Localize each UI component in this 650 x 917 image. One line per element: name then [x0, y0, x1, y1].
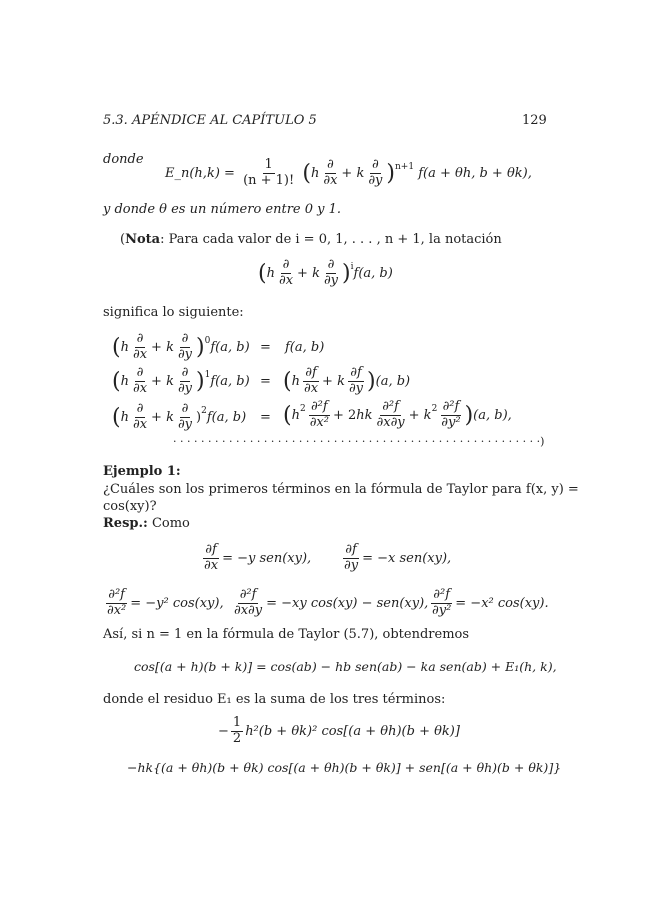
row2-rhs-tail: (a, b),	[473, 407, 512, 423]
ejemplo-title: Ejemplo 1:	[103, 464, 181, 479]
fx-rhs: = −y sen(xy),	[222, 550, 312, 566]
row1-exp: 1	[204, 369, 211, 380]
row0-eq: =	[260, 340, 271, 355]
row2-eq: =	[260, 410, 271, 425]
row1-rhs: (h $\frac{\partial f}{\partial x}$ + k $\frac{\partial f}{\partial y}$ )(a, b)	[283, 365, 411, 396]
fx-derivative: $\frac{\partial f}{\partial x}$ = −y sen(xy),	[204, 542, 312, 573]
cos-expansion: cos[(a + h)(b + k)] = cos(ab) − hb sen(ab) − ka sen(ab) + E₁(h, k),	[134, 659, 557, 674]
fy-rhs: = −x sen(xy),	[362, 550, 452, 566]
resp-bold: Resp.:	[103, 516, 148, 531]
residual-term-1: − $\frac{1}{2}$ h²(b + θk)² cos[(a + θh)(b + θk)]	[218, 715, 460, 746]
system-row-0: (h $\frac{\partial}{\partial x}$ + k $\frac{\partial}{\partial y}$ )$^0$f(a, b)	[112, 331, 250, 362]
fyy-rhs: = −x² cos(xy).	[455, 595, 549, 611]
En-exponent: n+1	[395, 161, 415, 172]
En-lhs: E_n(h,k) =	[165, 165, 235, 181]
fxy-rhs: = −xy cos(xy) − sen(xy),	[266, 595, 429, 611]
paren-close: )	[386, 160, 395, 186]
row2-lhs-tail: f(a, b)	[206, 409, 247, 425]
row0-lhs-tail: f(a, b)	[210, 339, 250, 355]
En-fraction	[241, 158, 296, 189]
nota-text: : Para cada valor de i = 0, 1, . . . , n + 1, la notación	[160, 232, 502, 247]
notation-exponent: i	[350, 261, 354, 272]
residuo-line: donde el residuo E₁ es la suma de los tres términos:	[103, 692, 446, 707]
theta-line: y donde θ es un número entre 0 y 1.	[103, 202, 342, 217]
notation-tail: f(a, b)	[353, 265, 393, 281]
notation-display: (h $\frac{\partial}{\partial x}$ + k $\frac{\partial}{\partial y}$ )$^i$f(a, b)	[258, 257, 393, 288]
fxy-derivative: $\frac{\text{∂²f}}{\partial x\partial y}$ = −xy cos(xy) − sen(xy),	[234, 587, 429, 618]
row1-eq: =	[260, 374, 271, 389]
resp-line	[103, 516, 190, 531]
En-tail: f(a + θh, b + θk),	[418, 165, 532, 181]
fxx-rhs: = −y² cos(xy),	[130, 595, 224, 611]
En-formula: E_n(h,k) = $\frac{1}{(n + 1)!}$ (h $\frac{\partial}{\partial x}$ + k $\frac{\partial}{\partial y}$ )$^{n+1}$ f(a + θh, b + θk),	[165, 157, 532, 188]
fxx-derivative: $\frac{\text{∂²f}}{\text{∂x²}}$ = −y² cos(xy),	[107, 587, 224, 618]
row2-rhs: ($h^2$ $\frac{\text{∂²f}}{\text{∂x²}}$ + 2hk $\frac{\text{∂²f}}{\partial x\partial y}$ + $k^2$ $\frac{\text{∂²f}}{\text{∂y²}}$ )(a, b),	[283, 399, 512, 430]
significa-line: significa lo siguiente:	[103, 305, 244, 320]
nota-open-paren: (	[120, 232, 126, 247]
row1-rhs-tail: (a, b)	[375, 373, 411, 389]
En-frac-den: (n + 1)!	[243, 172, 295, 188]
row2-exp: 2	[201, 405, 207, 416]
paren-open: (	[302, 160, 311, 186]
residual-term-2: −hk{(a + θh)(b + θk) cos[(a + θh)(b + θk)] + sen[(a + θh)(b + θk)]}	[127, 760, 562, 775]
row0-exp: 0	[204, 335, 211, 346]
running-header: 5.3. APÉNDICE AL CAPÍTULO 5	[103, 113, 317, 128]
asi-line: Así, si n = 1 en la fórmula de Taylor (5.7), obtendremos	[103, 627, 470, 642]
resp-text: Como	[147, 516, 190, 531]
donde-label: donde	[103, 152, 144, 167]
nota-bold: Nota	[125, 232, 161, 247]
En-frac-num: 1	[264, 157, 273, 172]
fy-derivative: $\frac{\partial f}{\partial y}$ = −x sen(xy),	[344, 542, 452, 573]
dots-row: · · · · · · · · · · · · · · · · · · · · · · · · · · · · · · · · · · · · · · · · · · · · · · · · · · · · ·)	[173, 435, 545, 448]
system-row-1: (h $\frac{\partial}{\partial x}$ + k $\frac{\partial}{\partial y}$ )$^1$f(a, b)	[112, 365, 250, 396]
question-line-1: ¿Cuáles son los primeros términos en la fórmula de Taylor para f(x, y) =	[103, 482, 579, 497]
page-number: 129	[522, 113, 547, 128]
term1-tail: h²(b + θk)² cos[(a + θh)(b + θk)]	[245, 723, 460, 739]
fyy-derivative: $\frac{\text{∂²f}}{\text{∂y²}}$ = −x² cos(xy).	[432, 587, 549, 618]
nota-line	[120, 232, 502, 247]
question-line-2: cos(xy)?	[103, 499, 157, 514]
row0-rhs: f(a, b)	[285, 340, 325, 355]
system-row-2: (h $\frac{\partial}{\partial x}$ + k $\frac{\partial}{\partial y}$ )$^2$f(a, b)	[112, 401, 247, 432]
row1-lhs-tail: f(a, b)	[210, 373, 250, 389]
